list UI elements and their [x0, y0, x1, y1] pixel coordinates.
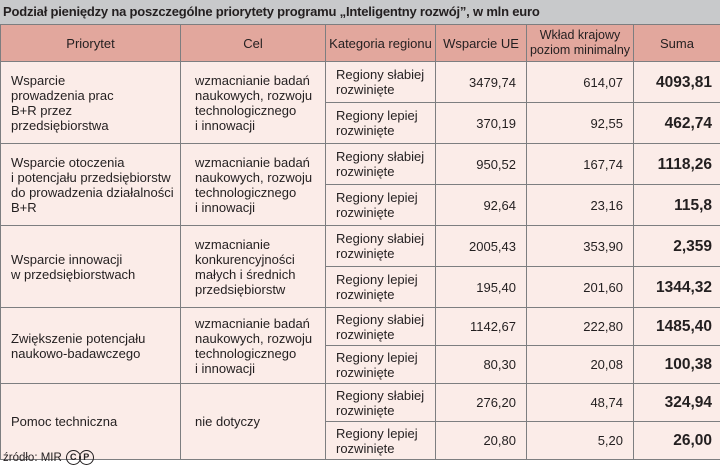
region-category-cell: Regiony lepiej rozwinięte: [326, 185, 436, 226]
priority-cell: Wsparcie otoczenia i potencjału przedsiębiorstw do prowadzenia działalności B+R: [1, 144, 181, 226]
priority-cell: Zwiększenie potencjału naukowo-badawczego: [1, 308, 181, 384]
national-contribution-cell: 201,60: [527, 267, 634, 308]
press-icon: P: [79, 450, 94, 465]
eu-support-cell: 195,40: [436, 267, 527, 308]
eu-support-cell: 370,19: [436, 103, 527, 144]
goal-cell: wzmacnianie badań naukowych, rozwoju technologicznego i innowacji: [181, 144, 326, 226]
header-wklad: Wkład krajowy poziom minimalny: [527, 25, 634, 62]
goal-cell: wzmacnianie badań naukowych, rozwoju technologicznego i innowacji: [181, 308, 326, 384]
sum-cell: 1118,26: [634, 144, 720, 185]
national-contribution-cell: 20,08: [527, 346, 634, 384]
sum-cell: 26,00: [634, 422, 720, 460]
header-row: [1, 25, 720, 62]
eu-support-cell: 2005,43: [436, 226, 527, 267]
header-wsparcie: Wsparcie UE: [436, 25, 527, 62]
national-contribution-cell: 92,55: [527, 103, 634, 144]
priorities-table: [0, 24, 720, 460]
table-row: [1, 144, 720, 185]
table-row: [1, 384, 720, 422]
table-row: [1, 62, 720, 103]
copyright-icons: [66, 450, 94, 465]
region-category-cell: Regiony lepiej rozwinięte: [326, 267, 436, 308]
sum-cell: 1344,32: [634, 267, 720, 308]
goal-cell: nie dotyczy: [181, 384, 326, 460]
region-category-cell: Regiony lepiej rozwinięte: [326, 346, 436, 384]
national-contribution-cell: 48,74: [527, 384, 634, 422]
national-contribution-cell: 222,80: [527, 308, 634, 346]
table-row: [1, 308, 720, 346]
source-text: źródło: MIR: [3, 451, 62, 464]
eu-support-cell: 20,80: [436, 422, 527, 460]
sum-cell: 324,94: [634, 384, 720, 422]
copyright-icon: C: [66, 450, 81, 465]
eu-support-cell: 950,52: [436, 144, 527, 185]
sum-cell: 100,38: [634, 346, 720, 384]
region-category-cell: Regiony słabiej rozwinięte: [326, 226, 436, 267]
region-category-cell: Regiony słabiej rozwinięte: [326, 144, 436, 185]
table-row: [1, 226, 720, 267]
eu-support-cell: 3479,74: [436, 62, 527, 103]
goal-cell: wzmacnianie konkurencyjności małych i średnich przedsiębiorstw: [181, 226, 326, 308]
national-contribution-cell: 614,07: [527, 62, 634, 103]
header-kategoria: Kategoria regionu: [326, 25, 436, 62]
header-suma: Suma: [634, 25, 720, 62]
table-title: Podział pieniędzy na poszczególne priorytety programu „Inteligentny rozwój”, w mln euro: [0, 0, 720, 24]
national-contribution-cell: 167,74: [527, 144, 634, 185]
national-contribution-cell: 353,90: [527, 226, 634, 267]
eu-support-cell: 1142,67: [436, 308, 527, 346]
sum-cell: 115,8: [634, 185, 720, 226]
eu-support-cell: 276,20: [436, 384, 527, 422]
sum-cell: 4093,81: [634, 62, 720, 103]
priority-cell: Wsparcie innowacji w przedsiębiorstwach: [1, 226, 181, 308]
eu-support-cell: 92,64: [436, 185, 527, 226]
region-category-cell: Regiony słabiej rozwinięte: [326, 308, 436, 346]
national-contribution-cell: 5,20: [527, 422, 634, 460]
source-note: [3, 450, 94, 465]
sum-cell: 1485,40: [634, 308, 720, 346]
priority-cell: Wsparcie prowadzenia prac B+R przez przedsiębiorstwa: [1, 62, 181, 144]
region-category-cell: Regiony lepiej rozwinięte: [326, 422, 436, 460]
header-priorytet: Priorytet: [1, 25, 181, 62]
region-category-cell: Regiony lepiej rozwinięte: [326, 103, 436, 144]
region-category-cell: Regiony słabiej rozwinięte: [326, 62, 436, 103]
national-contribution-cell: 23,16: [527, 185, 634, 226]
sum-cell: 2,359: [634, 226, 720, 267]
eu-support-cell: 80,30: [436, 346, 527, 384]
goal-cell: wzmacnianie badań naukowych, rozwoju technologicznego i innowacji: [181, 62, 326, 144]
region-category-cell: Regiony słabiej rozwinięte: [326, 384, 436, 422]
sum-cell: 462,74: [634, 103, 720, 144]
header-cel: Cel: [181, 25, 326, 62]
priority-cell: Pomoc techniczna: [1, 384, 181, 460]
